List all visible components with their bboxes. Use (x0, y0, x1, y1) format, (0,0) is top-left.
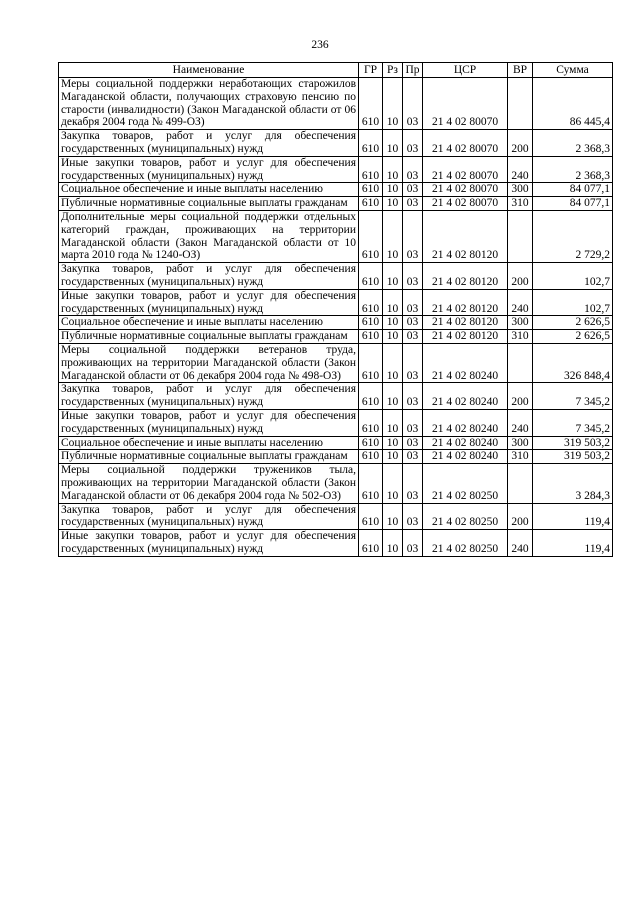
cell-gr: 610 (359, 130, 383, 157)
cell-vr (508, 78, 533, 130)
cell-gr: 610 (359, 289, 383, 316)
cell-pr: 03 (403, 78, 423, 130)
cell-rz: 10 (383, 343, 403, 382)
cell-rz: 10 (383, 464, 403, 503)
cell-vr: 200 (508, 263, 533, 290)
cell-rz: 10 (383, 183, 403, 197)
cell-csr: 21 4 02 80240 (423, 383, 508, 410)
cell-vr: 200 (508, 503, 533, 530)
cell-rz: 10 (383, 316, 403, 330)
cell-pr: 03 (403, 210, 423, 262)
cell-csr: 21 4 02 80120 (423, 330, 508, 344)
table-row (59, 78, 613, 130)
cell-name: Социальное обеспечение и иные выплаты населению (59, 436, 359, 450)
cell-rz: 10 (383, 289, 403, 316)
table-body (59, 78, 613, 557)
cell-rz: 10 (383, 383, 403, 410)
cell-pr: 03 (403, 503, 423, 530)
table-row (59, 409, 613, 436)
cell-gr: 610 (359, 503, 383, 530)
cell-csr: 21 4 02 80240 (423, 343, 508, 382)
cell-pr: 03 (403, 316, 423, 330)
table-row (59, 316, 613, 330)
cell-gr: 610 (359, 383, 383, 410)
cell-sum: 119,4 (533, 503, 613, 530)
cell-vr: 240 (508, 409, 533, 436)
cell-pr: 03 (403, 156, 423, 183)
cell-sum: 3 284,3 (533, 464, 613, 503)
cell-vr (508, 210, 533, 262)
cell-csr: 21 4 02 80250 (423, 530, 508, 557)
cell-sum: 326 848,4 (533, 343, 613, 382)
cell-gr: 610 (359, 316, 383, 330)
cell-csr: 21 4 02 80070 (423, 197, 508, 211)
cell-sum: 84 077,1 (533, 197, 613, 211)
cell-vr: 300 (508, 436, 533, 450)
cell-name: Дополнительные меры социальной поддержки отдельных категорий граждан, проживающих на территории Магаданской области (Закон Магаданской области от 10 марта 2010 года № 1240-ОЗ) (59, 210, 359, 262)
cell-pr: 03 (403, 183, 423, 197)
page-number: 236 (311, 39, 329, 51)
cell-csr: 21 4 02 80250 (423, 503, 508, 530)
cell-csr: 21 4 02 80070 (423, 156, 508, 183)
cell-name: Социальное обеспечение и иные выплаты населению (59, 183, 359, 197)
cell-name: Иные закупки товаров, работ и услуг для обеспечения государственных (муниципальных) нужд (59, 289, 359, 316)
cell-rz: 10 (383, 197, 403, 211)
cell-csr: 21 4 02 80070 (423, 183, 508, 197)
cell-pr: 03 (403, 383, 423, 410)
cell-csr: 21 4 02 80240 (423, 450, 508, 464)
cell-rz: 10 (383, 530, 403, 557)
table-row (59, 450, 613, 464)
table-row (59, 464, 613, 503)
cell-sum: 2 368,3 (533, 130, 613, 157)
cell-vr: 200 (508, 383, 533, 410)
cell-pr: 03 (403, 409, 423, 436)
cell-name: Меры социальной поддержки неработающих старожилов Магаданской области, получающих страховую пенсию по старости (инвалидности) (Закон Магаданской области от 06 декабря 2004 года № 499-ОЗ) (59, 78, 359, 130)
cell-sum: 119,4 (533, 530, 613, 557)
cell-csr: 21 4 02 80240 (423, 436, 508, 450)
cell-sum: 2 626,5 (533, 316, 613, 330)
cell-sum: 102,7 (533, 263, 613, 290)
cell-rz: 10 (383, 156, 403, 183)
cell-name: Иные закупки товаров, работ и услуг для обеспечения государственных (муниципальных) нужд (59, 156, 359, 183)
cell-sum: 2 729,2 (533, 210, 613, 262)
table-row (59, 130, 613, 157)
cell-sum: 319 503,2 (533, 436, 613, 450)
column-header-sum: Сумма (533, 63, 613, 78)
cell-csr: 21 4 02 80070 (423, 78, 508, 130)
cell-rz: 10 (383, 78, 403, 130)
cell-gr: 610 (359, 183, 383, 197)
table-row (59, 289, 613, 316)
table-row (59, 343, 613, 382)
cell-name: Публичные нормативные социальные выплаты гражданам (59, 197, 359, 211)
cell-rz: 10 (383, 210, 403, 262)
cell-name: Закупка товаров, работ и услуг для обеспечения государственных (муниципальных) нужд (59, 263, 359, 290)
cell-pr: 03 (403, 530, 423, 557)
cell-pr: 03 (403, 289, 423, 316)
cell-csr: 21 4 02 80070 (423, 130, 508, 157)
cell-vr: 310 (508, 197, 533, 211)
cell-name: Закупка товаров, работ и услуг для обеспечения государственных (муниципальных) нужд (59, 503, 359, 530)
cell-csr: 21 4 02 80240 (423, 409, 508, 436)
cell-vr: 240 (508, 289, 533, 316)
cell-name: Социальное обеспечение и иные выплаты населению (59, 316, 359, 330)
cell-name: Закупка товаров, работ и услуг для обеспечения государственных (муниципальных) нужд (59, 383, 359, 410)
table-row (59, 210, 613, 262)
cell-gr: 610 (359, 343, 383, 382)
column-header-name: Наименование (59, 63, 359, 78)
cell-gr: 610 (359, 450, 383, 464)
cell-pr: 03 (403, 436, 423, 450)
cell-name: Закупка товаров, работ и услуг для обеспечения государственных (муниципальных) нужд (59, 130, 359, 157)
cell-gr: 610 (359, 210, 383, 262)
cell-vr: 240 (508, 156, 533, 183)
table-row (59, 503, 613, 530)
cell-vr: 310 (508, 450, 533, 464)
budget-table (58, 62, 613, 557)
table-row (59, 183, 613, 197)
cell-sum: 2 368,3 (533, 156, 613, 183)
cell-pr: 03 (403, 343, 423, 382)
table-row (59, 197, 613, 211)
table-row (59, 436, 613, 450)
table-row (59, 530, 613, 557)
cell-rz: 10 (383, 330, 403, 344)
column-header-csr: ЦСР (423, 63, 508, 78)
cell-vr: 300 (508, 316, 533, 330)
cell-csr: 21 4 02 80120 (423, 263, 508, 290)
cell-sum: 86 445,4 (533, 78, 613, 130)
cell-gr: 610 (359, 436, 383, 450)
cell-gr: 610 (359, 530, 383, 557)
table-row (59, 383, 613, 410)
cell-csr: 21 4 02 80250 (423, 464, 508, 503)
cell-vr: 310 (508, 330, 533, 344)
cell-gr: 610 (359, 78, 383, 130)
cell-pr: 03 (403, 197, 423, 211)
cell-sum: 7 345,2 (533, 383, 613, 410)
cell-name: Иные закупки товаров, работ и услуг для обеспечения государственных (муниципальных) нужд (59, 409, 359, 436)
cell-gr: 610 (359, 197, 383, 211)
cell-sum: 319 503,2 (533, 450, 613, 464)
cell-gr: 610 (359, 263, 383, 290)
column-header-rz: Рз (383, 63, 403, 78)
cell-pr: 03 (403, 130, 423, 157)
cell-rz: 10 (383, 409, 403, 436)
table-row (59, 263, 613, 290)
cell-rz: 10 (383, 503, 403, 530)
cell-pr: 03 (403, 263, 423, 290)
cell-pr: 03 (403, 330, 423, 344)
cell-name: Иные закупки товаров, работ и услуг для обеспечения государственных (муниципальных) нужд (59, 530, 359, 557)
cell-rz: 10 (383, 130, 403, 157)
cell-vr: 240 (508, 530, 533, 557)
cell-rz: 10 (383, 450, 403, 464)
cell-pr: 03 (403, 464, 423, 503)
table-row (59, 330, 613, 344)
column-header-pr: Пр (403, 63, 423, 78)
cell-gr: 610 (359, 409, 383, 436)
cell-vr: 300 (508, 183, 533, 197)
cell-vr (508, 464, 533, 503)
cell-csr: 21 4 02 80120 (423, 289, 508, 316)
cell-rz: 10 (383, 263, 403, 290)
cell-sum: 7 345,2 (533, 409, 613, 436)
cell-vr (508, 343, 533, 382)
cell-name: Меры социальной поддержки тружеников тыла, проживающих на территории Магаданской области (Закон Магаданской области от 06 декабря 2004 года № 502-ОЗ) (59, 464, 359, 503)
cell-pr: 03 (403, 450, 423, 464)
table-row (59, 156, 613, 183)
table-header-row (59, 63, 613, 78)
cell-sum: 2 626,5 (533, 330, 613, 344)
cell-csr: 21 4 02 80120 (423, 210, 508, 262)
cell-gr: 610 (359, 156, 383, 183)
cell-csr: 21 4 02 80120 (423, 316, 508, 330)
cell-sum: 102,7 (533, 289, 613, 316)
cell-name: Публичные нормативные социальные выплаты гражданам (59, 450, 359, 464)
cell-name: Публичные нормативные социальные выплаты гражданам (59, 330, 359, 344)
cell-gr: 610 (359, 464, 383, 503)
cell-name: Меры социальной поддержки ветеранов труда, проживающих на территории Магаданской области (Закон Магаданской области от 06 декабря 2004 года № 498-ОЗ) (59, 343, 359, 382)
column-header-vr: ВР (508, 63, 533, 78)
column-header-gr: ГР (359, 63, 383, 78)
cell-gr: 610 (359, 330, 383, 344)
cell-vr: 200 (508, 130, 533, 157)
cell-sum: 84 077,1 (533, 183, 613, 197)
cell-rz: 10 (383, 436, 403, 450)
